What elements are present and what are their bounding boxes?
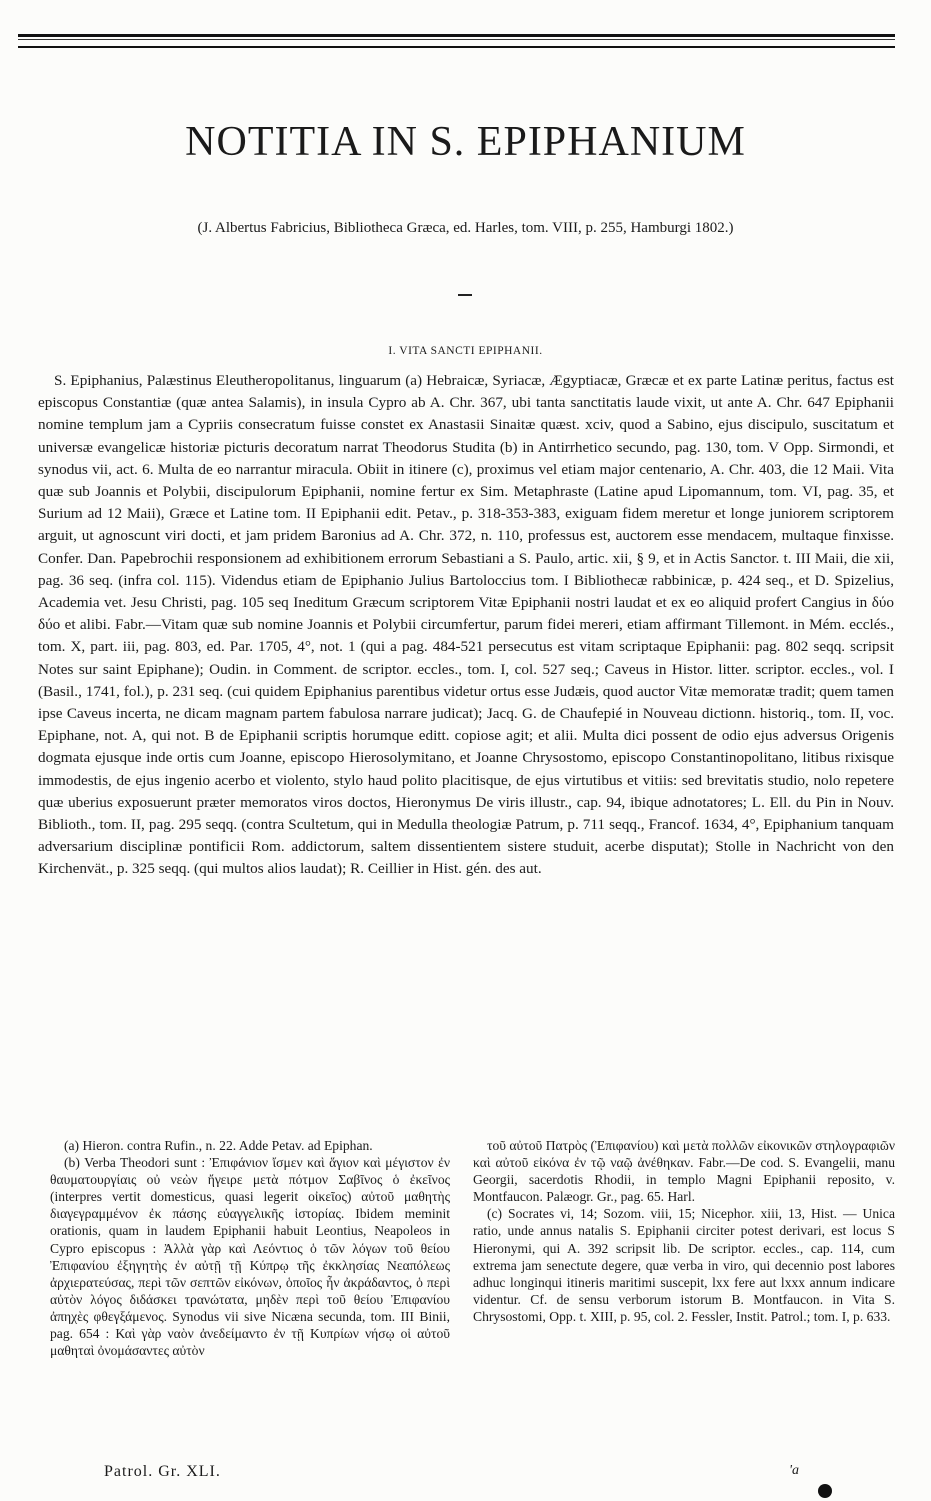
source-citation: (J. Albertus Fabricius, Bibliotheca Græca, ed. Harles, tom. VIII, p. 255, Hamburgi 1802.) [197, 220, 734, 236]
ink-spot [818, 1484, 832, 1498]
top-double-rule [18, 34, 895, 48]
footnote-a: (a) Hieron. contra Rufin., n. 22. Adde Petav. ad Epiphan. [64, 1138, 373, 1153]
footnotes-right-column [473, 1137, 895, 1325]
body-paragraph: S. Epiphanius, Palæstinus Eleutheropolitanus, linguarum (a) Hebraicæ, Syriacæ, Ægyptiacæ, Græcæ et ex parte Latinæ peritus, factus est episcopus Constantiæ (quæ antea Salamis), in insula Cypro ab A. Chr. 367, ubi tanta sanctitatis laude vixit, ut ante A. Chr. 647 Epiphanii nomine templum jam a Cypriis consecratum fuisse constet ex Anastasii Sinaitæ quæst. xciv, quod a Sabino, ejus discipulo, suscitatum et universæ evangelicæ historiæ picturis decoratum narrat Theodorus Studita (b) in Antirrhetico secundo, pag. 130, tom. V Opp. Sirmondi, et synodus vii, act. 6. Multa de eo narrantur miracula. Obiit in itinere (c), proximus vel etiam major centenario, A. Chr. 403, die 12 Maii. Vita quæ sub Joannis et Polybii, discipulorum Epiphanii, nomine fertur ex Sim. Metaphraste (Latine apud Lipomannum, tom. VI, pag. 35, et Surium ad 12 Maii), Græce et Latine tom. II Epiphanii edit. Petav., p. 318-353-383, exiguam fidem meretur et longe juniorem scriptorem arguit, ut agnoscunt viri docti, et jam pridem Baronius ad A. Chr. 372, n. 110, professus est, auctorem esse mendacem, multaque finxisse. Confer. Dan. Papebrochii responsionem ad exhibitionem errorum Sebastiani a S. Paulo, artic. xii, § 9, et in Actis Sanctor. t. III Maii, die xii, pag. 36 seq. (infra col. 115). Videndus etiam de Epiphanio Julius Bartoloccius tom. I Bibliothecæ rabbinicæ, p. 424 seq., et D. Spizelius, Academia vet. Jesu Christi, pag. 105 seq Ineditum Græcum scriptorem Vitæ Epiphanii nostri laudat et ex eo aliquid profert Cangius in δύο δύο et alibi. Fabr.—Vitam quæ sub nomine Joannis et Polybii circumfertur, parum fidei mereri, etiam affirmant Tillemont. in Mém. ecclés., tom. X, part. iii, pag. 803, ed. Par. 1705, 4°, not. 1 (qui a pag. 484-521 persecutus est vitam scriptaque Epiphanii: pag. 802 seqq. scripsit Notes sur saint Epiphane); Oudin. in Comment. de scriptor. eccles., tom. I, col. 527 seq.; Caveus in Histor. litter. scriptor. eccles., vol. I (Basil., 1741, fol.), p. 231 seq. (cui quidem Epiphanius parentibus videtur ortus esse Judæis, quod auctor Vitæ memoratæ tradit; quem tamen ipse Caveus incerta, ne dicam magnam partem fabulosa narrare judicat); Jacq. G. de Chaufepié in Nouveau dictionn. historiq., tom. II, voc. Epiphane, not. A, qui not. B de Epiphanii scriptis horumque editt. copiose agit; et alii. Multa dici possent de odio ejus adversus Origenis dogmata ejusque inde ortis cum Joanne, episcopo Hierosolymitano, et Joanne Chrysostomo, episcopo Constantinopolitano, litibus rixisque immodestis, de ejus ingenio acerbo et violento, stylo haud polito placitisque, de ejus virtutibus et vitiis: sed brevitatis studio, nolo repetere quæ uberius exposuerunt præter memoratos viros doctos, Hieronymus De viris illustr., cap. 94, ibique adnotatores; L. Ell. du Pin in Nouv. Biblioth., tom. II, pag. 295 seqq. (contra Scultetum, qui in Medulla theologiæ Patrum, p. 711 seqq., Francof. 1634, 4°, Epiphanium tanquam adversarium disciplinæ pontificii Rom. addictorum, saltem dissentientem sistere studuit, acerbe disputat); Stolle in Nachricht von den Kirchenvät., p. 325 seqq. (qui multos alios laudat); R. Ceillier in Hist. gén. des aut. [38, 372, 894, 878]
signature-mark-a: 'a [789, 1463, 799, 1478]
section-heading: I. VITA SANCTI EPIPHANII. [388, 345, 543, 357]
main-body [38, 370, 894, 881]
footnote-b: (b) Verba Theodori sunt : Ἐπιφάνιον ἴσμεν καὶ ἅγιον καὶ μέγιστον ἐν θαυματουργίαις οὐ νεὼν ἤγειρε μετὰ πότμον Σαβῖνος ὁ ἐκεῖνος (interpres vertit domesticus, quasi legerit οἰκεῖος) αὐτοῦ μαθητὴς διαγεγραμμένον ἐκ πάσης εὐαγγελικῆς ἱστορίας. Ibidem meminit orationis, quam in laudem Epiphanii habuit Leontius, Neapoleos in Cypro episcopus : Ἀλλὰ γὰρ καὶ Λεόντιος ὁ τῶν λόγων τοῦ θείου Ἐπιφανίου ἐξηγητὴς ἐν αὐτῇ τῇ Κύπρῳ τῆς ἐκκλησίας Νεαπόλεως ἀρχιερατεύσας, περὶ τῶν σεπτῶν εἰκόνων, ὁποῖος ἦν ἀκράδαντος, ὁ περὶ αὐτὸν λόγος διδάσκει τρανώτατα, μηδὲν περὶ τοῦ θείου Ἐπιφανίου ἀπηχὲς φθεγξάμενος. Synodus vii sive Nicæna secunda, tom. III Binii, pag. 654 : Καὶ γὰρ ναὸν ἀνεδείμαντο ἐν τῇ Κυπρίων νήσῳ οἱ αὐτοῦ μαθηταὶ ὀνομάσαντες αὐτὸν [50, 1155, 450, 1359]
separator-dash [458, 294, 472, 296]
signature-mark-patrol: Patrol. Gr. XLI. [104, 1463, 221, 1480]
footnotes-left-column [50, 1137, 450, 1359]
page-title: NOTITIA IN S. EPIPHANIUM [185, 119, 746, 165]
footnote-b-continued: τοῦ αὐτοῦ Πατρὸς (Ἐπιφανίου) καὶ μετὰ πολλῶν εἰκονικῶν στηλογραφιῶν καὶ αὐτοῦ εἰκόνα ἐν τῷ ναῷ ἀνέθηκαν. Fabr.—De cod. S. Evangelii, manu Georgii, sacerdotis Rhodii, in templo Magni Epiphanii reposito, v. Montfaucon. Palæogr. Gr., pag. 65. Harl. [473, 1138, 895, 1205]
footnote-c: (c) Socrates vi, 14; Sozom. viii, 15; Nicephor. xiii, 13, Hist. — Unica ratio, unde annus natalis S. Epiphanii circiter potest derivari, est locus S Hieronymi, qui A. 392 scripsit lib. De scriptor. eccles., cap. 114, cum extrema jam senectute degere, quæ verba in viro, qui decennio post labores adhuc longinqui itineris maritimi suscepit, lxx fere aut lxxx annum indicare videntur. Cf. de sensu verborum istorum B. Montfaucon. in Vita S. Chrysostomi, Opp. t. XIII, p. 95, col. 2. Fessler, Instit. Patrol.; tom. I, p. 633. [473, 1206, 895, 1324]
